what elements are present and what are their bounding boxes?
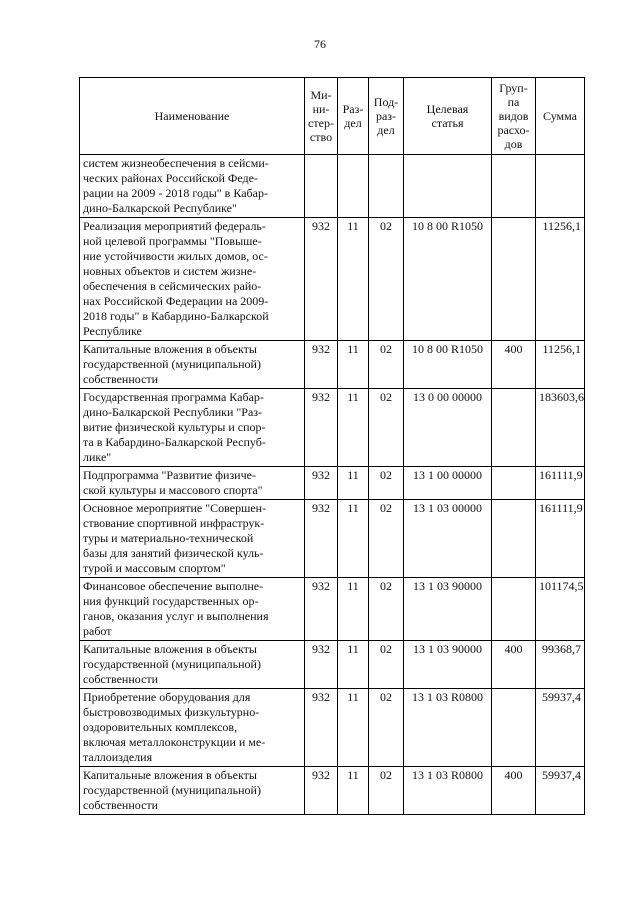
row-ministry-cell: 932 <box>305 389 338 467</box>
row-section-cell: 11 <box>338 467 369 500</box>
table-row <box>80 578 585 641</box>
row-group-cell <box>492 500 536 578</box>
table-row <box>80 467 585 500</box>
header-target: Целевая статья <box>404 78 492 155</box>
row-ministry-cell: 932 <box>305 218 338 341</box>
row-sum-cell: 161111,9 <box>536 467 585 500</box>
header-row <box>80 78 585 155</box>
row-section-cell: 11 <box>338 641 369 689</box>
row-sum-cell <box>536 155 585 218</box>
row-group-cell <box>492 689 536 767</box>
row-name-cell: Финансовое обеспечение выполне- ния функций государственных ор- ганов, оказания услуг и выполнения работ <box>80 578 305 641</box>
row-subsection-cell: 02 <box>369 578 404 641</box>
row-group-cell: 400 <box>492 641 536 689</box>
row-section-cell: 11 <box>338 341 369 389</box>
row-sum-cell: 59937,4 <box>536 689 585 767</box>
row-group-cell <box>492 155 536 218</box>
page-number: 76 <box>314 37 326 51</box>
row-subsection-cell: 02 <box>369 341 404 389</box>
table-row <box>80 341 585 389</box>
row-name-cell: Капитальные вложения в объекты государственной (муниципальной) собственности <box>80 767 305 815</box>
row-group-cell: 400 <box>492 341 536 389</box>
row-target-cell <box>404 155 492 218</box>
header-group: Груп- па видов расхо- дов <box>492 78 536 155</box>
row-subsection-cell: 02 <box>369 467 404 500</box>
row-target-cell: 13 0 00 00000 <box>404 389 492 467</box>
row-group-cell <box>492 578 536 641</box>
row-sum-cell: 161111,9 <box>536 500 585 578</box>
header-ministry: Ми- ни- стер- ство <box>305 78 338 155</box>
row-name-cell: Государственная программа Кабар- дино-Балкарской Республики "Раз- витие физической культуры и спор- та в Кабардино-Балкарской Респуб- лике" <box>80 389 305 467</box>
header-subsection: Под- раз- дел <box>369 78 404 155</box>
row-subsection-cell: 02 <box>369 500 404 578</box>
row-section-cell: 11 <box>338 689 369 767</box>
row-subsection-cell: 02 <box>369 389 404 467</box>
row-target-cell: 13 1 03 90000 <box>404 641 492 689</box>
table-row <box>80 389 585 467</box>
row-ministry-cell: 932 <box>305 467 338 500</box>
row-target-cell: 10 8 00 R1050 <box>404 218 492 341</box>
row-sum-cell: 11256,1 <box>536 341 585 389</box>
budget-table <box>79 77 585 815</box>
row-subsection-cell: 02 <box>369 218 404 341</box>
row-target-cell: 13 1 03 90000 <box>404 578 492 641</box>
table-row <box>80 218 585 341</box>
row-subsection-cell <box>369 155 404 218</box>
row-section-cell: 11 <box>338 389 369 467</box>
table-row <box>80 155 585 218</box>
table-row <box>80 689 585 767</box>
row-name-cell: Приобретение оборудования для быстровозводимых физкультурно- оздоровительных комплексов, включая металлоконструкции и ме- таллоизделия <box>80 689 305 767</box>
table-row <box>80 641 585 689</box>
row-section-cell: 11 <box>338 767 369 815</box>
row-target-cell: 10 8 00 R1050 <box>404 341 492 389</box>
row-section-cell: 11 <box>338 218 369 341</box>
row-target-cell: 13 1 03 R0800 <box>404 767 492 815</box>
row-name-cell: Капитальные вложения в объекты государственной (муниципальной) собственности <box>80 341 305 389</box>
row-subsection-cell: 02 <box>369 689 404 767</box>
row-ministry-cell: 932 <box>305 767 338 815</box>
row-ministry-cell: 932 <box>305 689 338 767</box>
row-sum-cell: 99368,7 <box>536 641 585 689</box>
row-sum-cell: 59937,4 <box>536 767 585 815</box>
table-row <box>80 500 585 578</box>
row-ministry-cell: 932 <box>305 341 338 389</box>
header-section: Раз- дел <box>338 78 369 155</box>
row-name-cell: систем жизнеобеспечения в сейсми- ческих районах Российской Феде- рации на 2009 - 2018 годы" в Кабар- дино-Балкарской Республике" <box>80 155 305 218</box>
row-name-cell: Капитальные вложения в объекты государственной (муниципальной) собственности <box>80 641 305 689</box>
row-target-cell: 13 1 00 00000 <box>404 467 492 500</box>
row-ministry-cell: 932 <box>305 641 338 689</box>
row-sum-cell: 101174,5 <box>536 578 585 641</box>
row-subsection-cell: 02 <box>369 767 404 815</box>
row-name-cell: Реализация мероприятий федераль- ной целевой программы "Повыше- ние устойчивости жилых домов, ос- новных объектов и систем жизне- обеспечения в сейсмических райо- нах Российской Федерации на 2009- 2018 годы" в Кабардино-Балкарской Республике <box>80 218 305 341</box>
row-section-cell: 11 <box>338 500 369 578</box>
row-group-cell <box>492 218 536 341</box>
row-ministry-cell: 932 <box>305 500 338 578</box>
row-group-cell <box>492 389 536 467</box>
header-name: Наименование <box>80 78 305 155</box>
row-group-cell: 400 <box>492 767 536 815</box>
row-ministry-cell: 932 <box>305 578 338 641</box>
row-subsection-cell: 02 <box>369 641 404 689</box>
row-group-cell <box>492 467 536 500</box>
row-sum-cell: 11256,1 <box>536 218 585 341</box>
row-name-cell: Подпрограмма "Развитие физиче- ской культуры и массового спорта" <box>80 467 305 500</box>
row-ministry-cell <box>305 155 338 218</box>
row-section-cell: 11 <box>338 578 369 641</box>
row-section-cell <box>338 155 369 218</box>
row-sum-cell: 183603,6 <box>536 389 585 467</box>
row-name-cell: Основное мероприятие "Совершен- ствование спортивной инфраструк- туры и материально-технической базы для занятий физической куль- турой и массовым спортом" <box>80 500 305 578</box>
table-row <box>80 767 585 815</box>
row-target-cell: 13 1 03 R0800 <box>404 689 492 767</box>
header-sum: Сумма <box>536 78 585 155</box>
row-target-cell: 13 1 03 00000 <box>404 500 492 578</box>
